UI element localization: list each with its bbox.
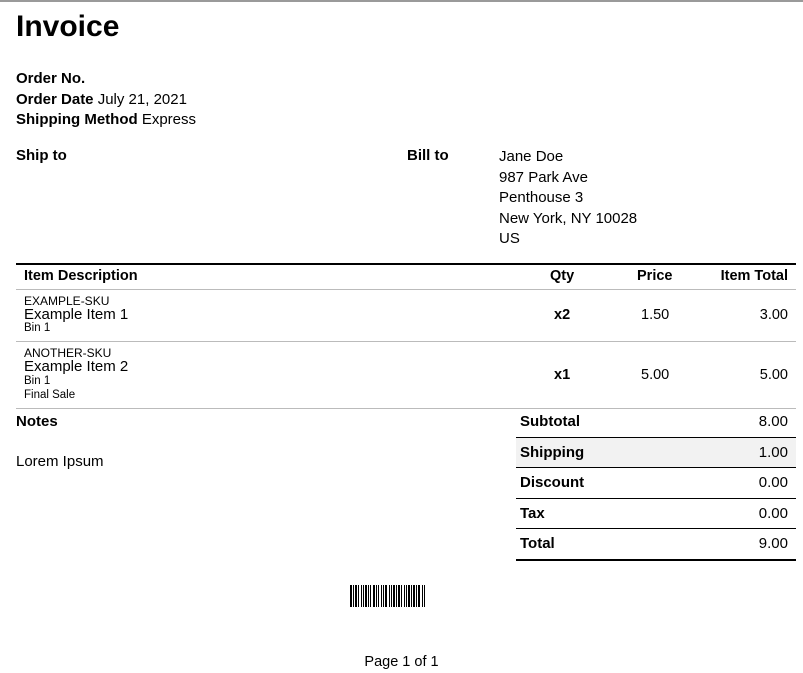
notes-label: Notes [16,413,58,430]
subtotal-label: Subtotal [520,413,580,430]
item-name: Example Item 1 [24,306,129,323]
order-date-value: July 21, 2021 [97,90,187,108]
item-name: Example Item 2 [24,358,129,375]
page-number: Page 1 of 1 [364,654,439,670]
bill-to-label: Bill to [407,147,449,164]
column-header-price: Price [637,268,673,284]
bill-to-line: New York, NY 10028 [499,209,638,227]
invoice-title: Invoice [16,10,120,43]
bill-to-line: Penthouse 3 [499,189,584,206]
tax-value: 0.00 [758,504,788,522]
bill-to-address [499,147,637,250]
totals-row-discount [516,468,796,499]
item-final-sale: Final Sale [24,389,76,401]
order-date-label: Order Date [16,90,94,108]
notes-text: Lorem Ipsum [16,453,104,470]
order-meta [16,69,196,131]
table-row [16,290,796,342]
bill-to-line: US [499,230,520,247]
shipping-method-line [16,110,196,131]
tax-label: Tax [520,504,545,522]
discount-label: Discount [520,474,585,491]
order-number-line [16,69,196,90]
subtotal-value: 8.00 [758,413,788,430]
item-price: 1.50 [641,307,670,323]
shipping-method-value: Express [141,111,196,128]
totals-row-subtotal [516,407,796,438]
shipping-label: Shipping [520,443,585,461]
order-number-label: Order No. [16,70,86,87]
item-price: 5.00 [641,367,670,383]
barcode-image [350,585,457,607]
totals-row-total [516,529,796,561]
item-bin: Bin 1 [24,375,51,387]
item-sku: ANOTHER-SKU [24,346,112,360]
discount-value: 0.00 [758,474,788,491]
ship-to-label: Ship to [16,147,67,164]
totals-row-tax [516,499,796,530]
bill-to-line: 987 Park Ave [499,168,588,186]
table-row [16,342,796,409]
item-qty: x1 [554,367,571,383]
shipping-value: 1.00 [758,443,788,461]
column-header-description: Item Description [24,268,138,284]
totals-row-shipping [516,438,796,469]
item-total: 5.00 [759,367,788,383]
item-bin: Bin 1 [24,322,51,334]
item-qty: x2 [554,307,571,323]
line-items-header [16,265,796,290]
order-date-line [16,90,196,111]
total-label: Total [520,535,555,552]
line-items-table [16,263,796,409]
column-header-item-total: Item Total [720,268,788,284]
item-sku: EXAMPLE-SKU [24,294,110,308]
bill-to-line: Jane Doe [499,148,564,165]
total-value: 9.00 [758,535,788,552]
shipping-method-label: Shipping Method [16,111,138,128]
item-total: 3.00 [759,307,788,323]
totals-table [516,407,796,561]
page-top-border [0,0,803,2]
column-header-qty: Qty [550,268,575,284]
